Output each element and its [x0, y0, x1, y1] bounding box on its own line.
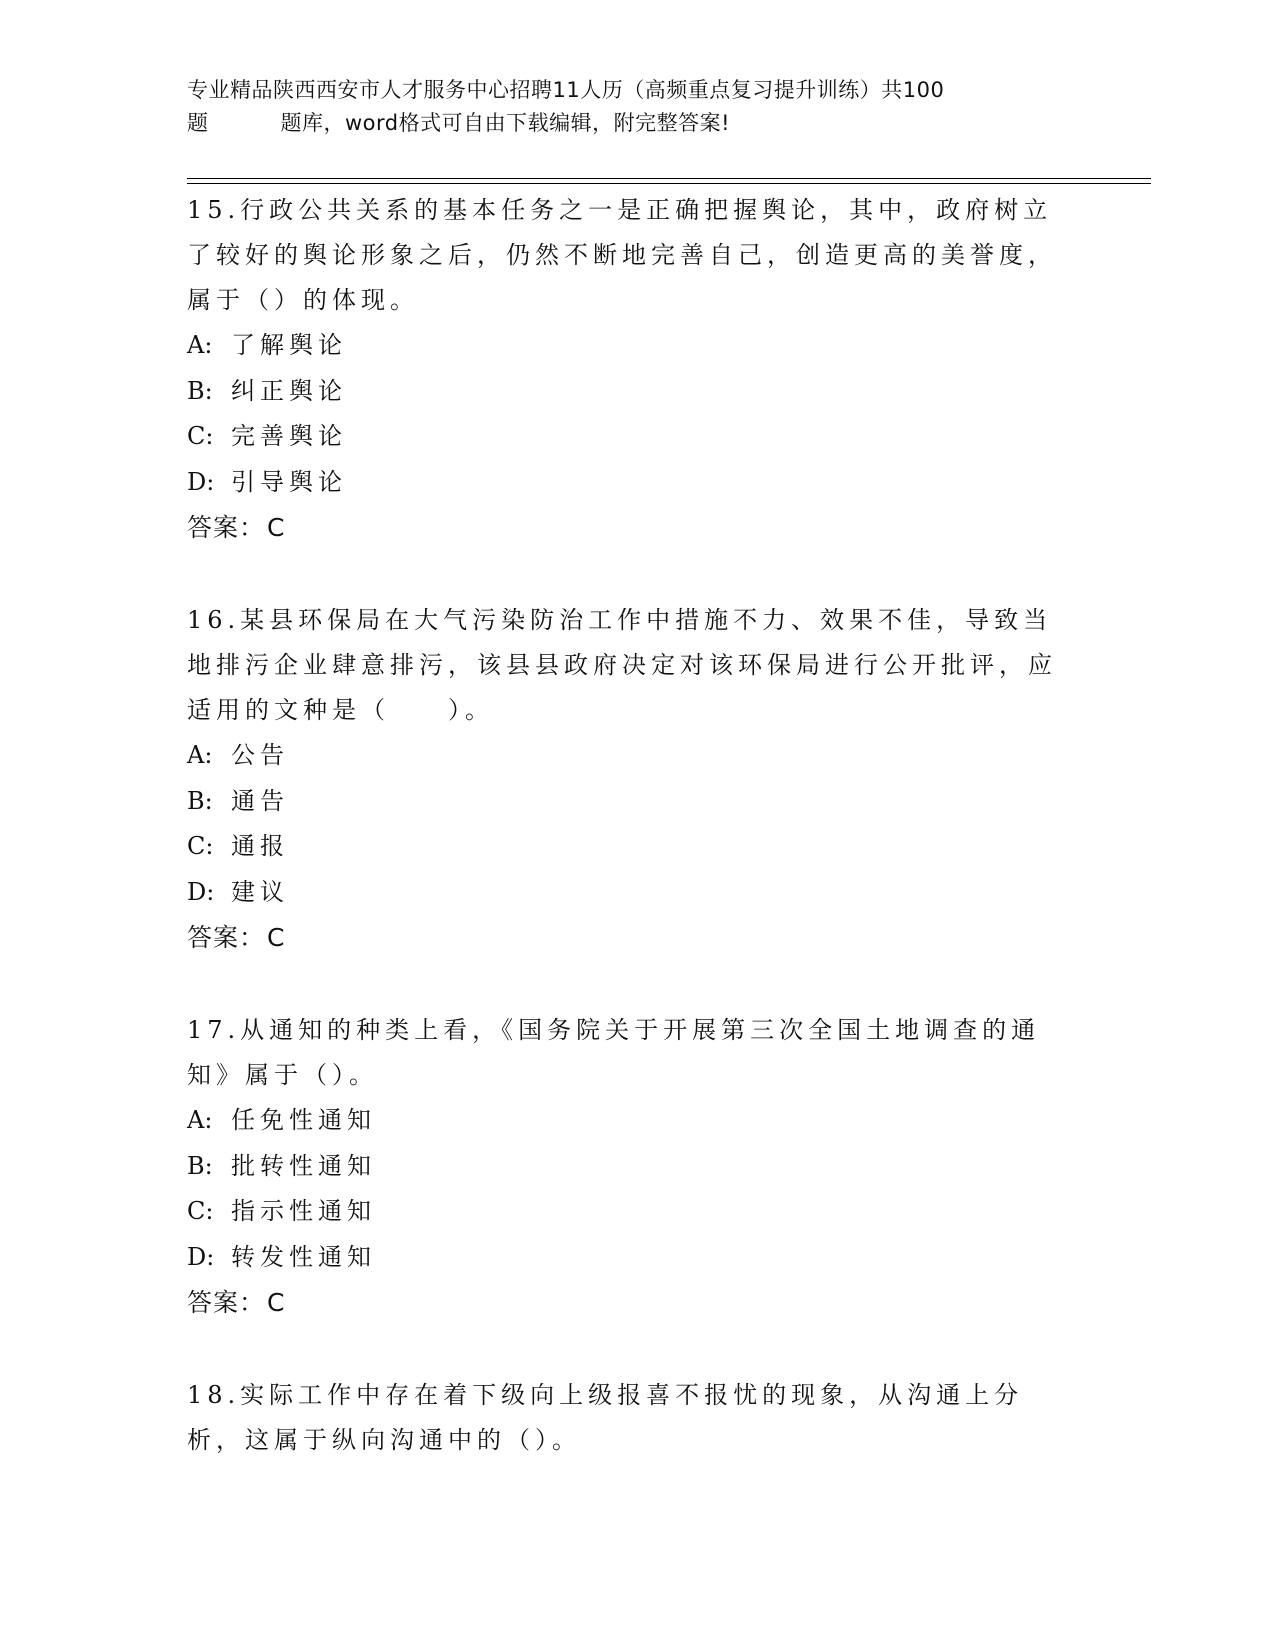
question-stem: 15.行政公共关系的基本任务之一是正确把握舆论，其中，政府树立了较好的舆论形象之后，仍然不断地完善自己，创造更高的美誉度，属于（）的体现。: [187, 196, 1057, 314]
option-text: 建议: [231, 877, 289, 906]
option-letter: A:: [187, 1106, 213, 1134]
option-letter: D:: [187, 877, 215, 906]
question-stem: 18.实际工作中存在着下级向上级报喜不报忧的现象，从沟通上分析，这属于纵向沟通中的（）。: [187, 1381, 1024, 1454]
option-text: 通报: [231, 832, 289, 860]
question-stem: 17.从通知的种类上看，《国务院关于开展第三次全国土地调查的通知》属于（）。: [187, 1016, 1041, 1089]
answer-line: [187, 915, 1067, 960]
answer-label: 答案：: [187, 923, 266, 952]
question-list: [187, 188, 1067, 1511]
option-letter: B:: [187, 1151, 213, 1180]
option-b: [187, 1144, 1067, 1190]
option-text: 纠正舆论: [231, 376, 347, 405]
option-letter: A:: [187, 331, 213, 359]
option-text: 完善舆论: [231, 422, 347, 450]
option-letter: A:: [187, 741, 213, 769]
option-a: [187, 1098, 1067, 1144]
answer-value: C: [267, 1288, 286, 1317]
option-b: [187, 369, 1067, 415]
question-stem: 16.某县环保局在大气污染防治工作中措施不力、效果不佳，导致当地排污企业肆意排污，该县县政府决定对该环保局进行公开批评，应适用的文种是（ ）。: [187, 606, 1057, 724]
header-line2-rest: 题库，word格式可自由下载编辑，附完整答案!: [280, 111, 731, 135]
option-letter: C:: [187, 1197, 214, 1225]
option-letter: B:: [187, 376, 213, 405]
option-text: 转发性通知: [231, 1242, 376, 1271]
question-18: [187, 1373, 1067, 1463]
answer-label: 答案：: [187, 1288, 266, 1317]
option-d: [187, 870, 1067, 916]
option-text: 了解舆论: [231, 331, 347, 359]
option-text: 指示性通知: [231, 1197, 376, 1225]
option-letter: D:: [187, 1242, 215, 1271]
answer-value: C: [267, 513, 286, 542]
option-a: [187, 733, 1067, 779]
header-divider-top: [187, 178, 1151, 179]
option-text: 任免性通知: [231, 1106, 376, 1134]
answer-line: [187, 1280, 1067, 1325]
question-15: [187, 188, 1067, 550]
header-title-line2: [187, 107, 1067, 140]
option-text: 通告: [231, 786, 289, 815]
option-text: 公告: [231, 741, 289, 769]
question-16: [187, 598, 1067, 960]
option-c: [187, 414, 1067, 460]
header-title-line1: 专业精品陕西西安市人才服务中心招聘11人历（高频重点复习提升训练）共100: [187, 78, 945, 102]
option-letter: D:: [187, 467, 215, 496]
option-c: [187, 1189, 1067, 1235]
option-text: 批转性通知: [231, 1151, 376, 1180]
document-header: [187, 74, 1067, 140]
option-d: [187, 460, 1067, 506]
header-divider-bottom: [187, 183, 1151, 184]
option-letter: C:: [187, 422, 214, 450]
answer-value: C: [267, 923, 286, 952]
header-line2-start: 题: [187, 111, 209, 135]
option-c: [187, 824, 1067, 870]
option-letter: C:: [187, 832, 214, 860]
option-d: [187, 1235, 1067, 1281]
option-text: 引导舆论: [231, 467, 347, 496]
answer-line: [187, 505, 1067, 550]
option-a: [187, 323, 1067, 369]
answer-label: 答案：: [187, 513, 266, 542]
option-b: [187, 779, 1067, 825]
option-letter: B:: [187, 786, 213, 815]
question-17: [187, 1008, 1067, 1325]
